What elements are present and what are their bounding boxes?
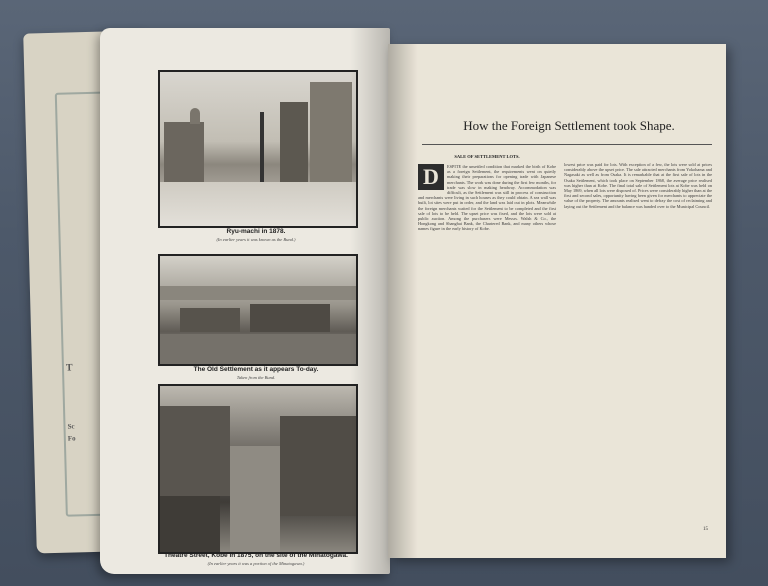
- photo-old-settlement: [158, 254, 358, 366]
- photo-caption: The Old Settlement as it appears To-day.: [193, 366, 319, 373]
- body-text: ESPITE the unsettled condition that marked the birth of Kobe as a foreign Settlement, the requirements went on quietly making their preparations for opening trade with Japanese merchants. The work was done during the first few months, for trade was slow in making headway. Accommodation was difficult, as the Settlement was still in process of construction and merchants were living in such houses as they could obtain. A sea wall was built, lot sites were put in order, and the land was laid out in plots. Meanwhile the foreign merchants waited for the Settlement to be completed and the first sale of lots to be held. The upset price was fixed, and the lots were sold at public auction. Among the purchasers were Messrs. Walsh & Co., the Hongkong and Shanghai Bank, the Chartered Bank, and many others whose names figure in the early history of Kobe.: [418, 164, 556, 232]
- page-title: How the Foreign Settlement took Shape.: [463, 118, 675, 133]
- photo-subcaption: (In earlier years it was a portion of the Minatogawa.): [207, 561, 305, 566]
- photo-caption: Theatre Street, Kobe in 1875, on the site of the Minatogawa.: [164, 552, 348, 559]
- page-number: 15: [703, 527, 708, 532]
- section-heading: SALE OF SETTLEMENT LOTS.: [454, 154, 520, 159]
- body-text: lowest price was paid for lots. With exception of a few, the lots were sold at prices considerably above the upset price. The sale attracted merchants from Yokohama and Nagasaki as well as from Osaka. It is remarkable that at the first sale of lots in the Osaka Settlement, which took place on September 1868, the average price realised was higher than at Kobe. The final total sale of Settlement lots at Kobe was held on May 1869, when all lots were disposed of. Prices were considerably higher than at the first and second sales, opportunity having been given for merchants to appreciate the value of the property. The amounts realised went to defray the cost of reclaiming and laying out the Settlement and the balance was handed over to the Municipal Council.: [564, 162, 712, 209]
- right-page: [388, 44, 726, 558]
- text-column-right: [564, 162, 712, 209]
- photo-caption: Ryu-machi in 1878.: [226, 228, 286, 235]
- photo-subcaption: (In earlier years it was known as the Bund.): [216, 237, 296, 242]
- text-column-left: [418, 164, 556, 232]
- photo-ryu-machi: [158, 70, 358, 228]
- back-page-fragment: Sc: [67, 422, 75, 431]
- photo-subcaption: Taken from the Bund.: [236, 375, 276, 380]
- back-page-fragment: T: [65, 362, 73, 374]
- dropcap-letter: D: [418, 164, 444, 190]
- back-page-fragment: Fo: [67, 434, 76, 443]
- left-page: [100, 28, 390, 574]
- photo-theatre-street: [158, 384, 358, 554]
- divider: [422, 144, 712, 145]
